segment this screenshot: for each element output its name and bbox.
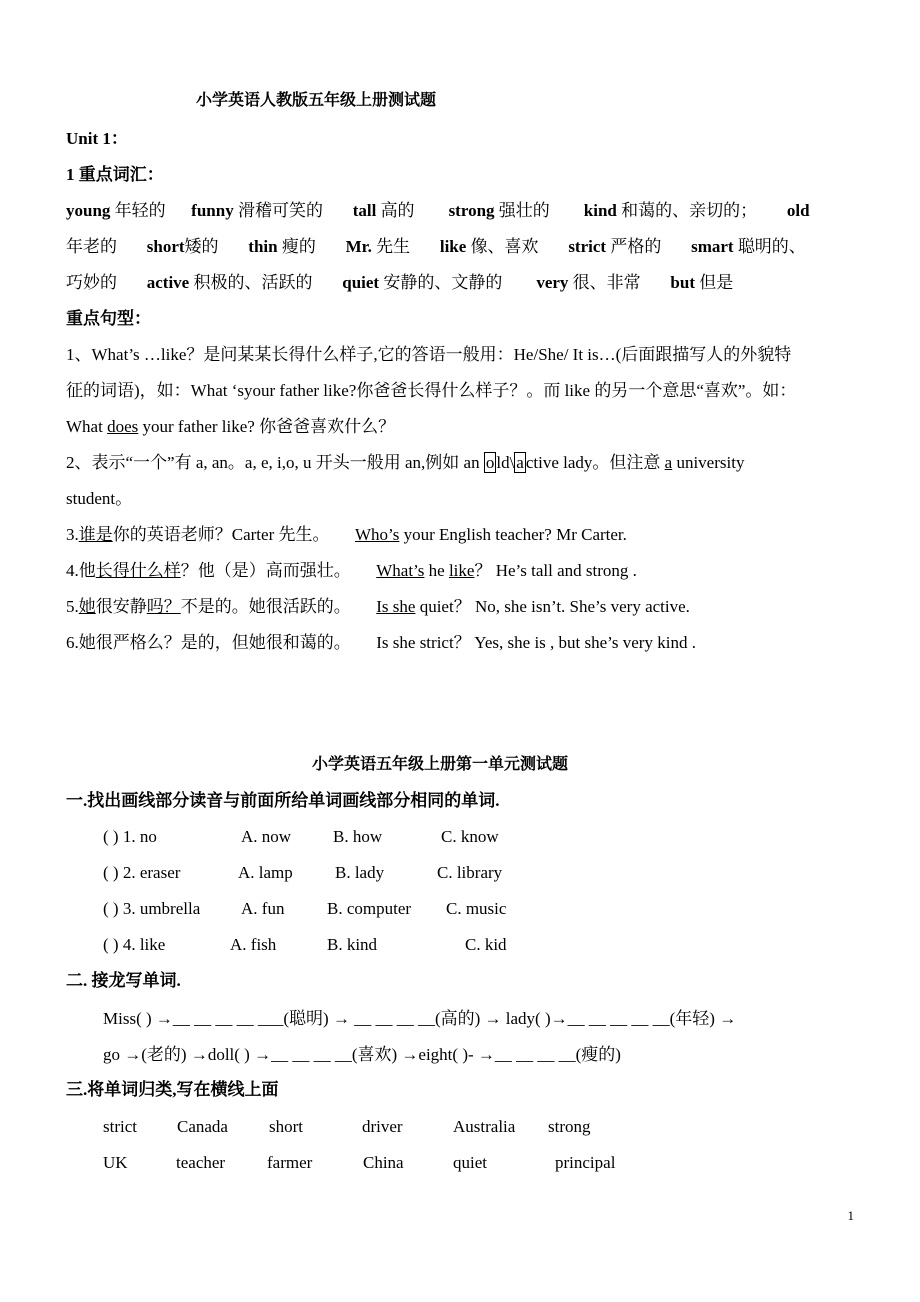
vocab-meaning: 很、非常 xyxy=(572,273,641,292)
page-title: 小学英语人教版五年级上册测试题 xyxy=(196,92,437,109)
vocab-meaning: 强壮的 xyxy=(498,201,550,220)
vocab-word: strict xyxy=(568,237,607,256)
page-number: 1 xyxy=(847,1208,854,1223)
sentence-1b: 征的词语)，如：What ‘syour father like?你爸爸长得什么样子？。而 like 的另一个意思“喜欢”。如： xyxy=(66,381,797,400)
word-item: quiet xyxy=(453,1153,487,1172)
sentence-1c: What does your father like? 你爸爸喜欢什么？ xyxy=(66,417,396,436)
word-item: UK xyxy=(103,1153,128,1172)
vocab-meaning: 和蔼的、亲切的； xyxy=(621,201,758,220)
sentence-1a: 1、What’s …like？是问某某长得什么样子,它的答语一般用：He/She/ It is…(后面跟描写人的外貌特 xyxy=(66,345,792,364)
question-4: ( ) 4. like A. fish B. kind C. kid xyxy=(103,935,507,954)
chain-line-1: Miss( ) →__ __ __ __ ___(聪明) → __ __ __ __(高的) → lady( )→__ __ __ __ __(年轻) → xyxy=(103,1009,737,1028)
word-item: principal xyxy=(555,1153,616,1172)
vocab-line-1 xyxy=(66,200,810,222)
sentence-6: 6.她很严格么？是的，但她很和蔼的。 Is she strict？ Yes, she is , but she’s very kind . xyxy=(66,633,696,652)
part-3-heading: 三.将单词归类,写在横线上面 xyxy=(66,1080,279,1099)
vocab-word: funny xyxy=(191,201,234,220)
vocab-word: old xyxy=(786,201,810,220)
part-1-heading: 一.找出画线部分读音与前面所给单词画线部分相同的单词. xyxy=(66,791,500,810)
vocab-word: smart xyxy=(691,237,734,256)
vocab-word: thin xyxy=(248,237,278,256)
vocab-meaning: 安静的、文静的 xyxy=(383,273,503,292)
vocab-meaning: 巧妙的 xyxy=(66,273,117,292)
vocab-word: active xyxy=(146,273,190,292)
vocab-line-2 xyxy=(66,236,806,258)
vocab-meaning: 聪明的、 xyxy=(737,237,806,256)
unit-heading: Unit 1： xyxy=(66,129,128,148)
vocab-meaning: 年轻的 xyxy=(114,201,166,220)
vocab-meaning: 像、喜欢 xyxy=(470,237,539,256)
vocab-word: short xyxy=(146,237,185,256)
vocab-meaning: 滑稽可笑的 xyxy=(237,201,323,220)
vocab-word: Mr. xyxy=(345,237,372,256)
question-2: ( ) 2. eraser A. lamp B. lady C. library xyxy=(103,863,503,882)
word-item: driver xyxy=(362,1117,403,1136)
vocab-heading: 1 重点词汇： xyxy=(66,165,164,184)
vocab-meaning: 但是 xyxy=(699,273,734,292)
sentence-heading: 重点句型： xyxy=(66,309,151,328)
word-item: teacher xyxy=(176,1153,226,1172)
sentence-2b: student。 xyxy=(66,489,133,508)
vocab-meaning: 矮的 xyxy=(184,237,219,256)
test-title: 小学英语五年级上册第一单元测试题 xyxy=(312,756,569,773)
sentence-4: 4.他长得什么样？他（是）高而强壮。 What’s he like？ He’s tall and strong . xyxy=(66,561,637,580)
vocab-word: but xyxy=(670,273,695,292)
question-3: ( ) 3. umbrella A. fun B. computer C. music xyxy=(103,899,507,918)
chain-line-2: go →(老的) →doll( ) →__ __ __ __(喜欢) →eight( )- →__ __ __ __(瘦的) xyxy=(103,1045,621,1064)
word-item: Canada xyxy=(177,1117,228,1136)
sentence-3: 3.谁是你的英语老师？Carter 先生。 Who’s your English teacher? Mr Carter. xyxy=(66,525,627,544)
vocab-meaning: 严格的 xyxy=(610,237,662,256)
word-row-2 xyxy=(103,1152,615,1174)
vocab-meaning: 积极的、活跃的 xyxy=(193,273,313,292)
word-item: strict xyxy=(103,1117,137,1136)
word-item: China xyxy=(363,1153,404,1172)
vocab-line-3 xyxy=(66,272,733,294)
word-item: strong xyxy=(548,1117,591,1136)
vocab-meaning: 年老的 xyxy=(66,237,117,256)
part-2-heading: 二. 接龙写单词. xyxy=(66,971,181,990)
word-item: farmer xyxy=(267,1153,313,1172)
word-item: short xyxy=(269,1117,303,1136)
vocab-meaning: 瘦的 xyxy=(281,237,316,256)
sentence-5: 5.她很安静吗？不是的。她很活跃的。 Is she quiet？ No, she isn’t. She’s very active. xyxy=(66,597,690,616)
sentence-2: 2、表示“一个”有 a, an。a, e, i,o, u 开头一般用 an,例如 an o ld\ a ctive lady。但注意 a university xyxy=(66,453,745,472)
word-item: Australia xyxy=(453,1117,516,1136)
vocab-word: kind xyxy=(583,201,617,220)
vocab-meaning: 先生 xyxy=(376,237,411,256)
vocab-word: like xyxy=(439,237,467,256)
vocab-word: very xyxy=(536,273,569,292)
vocab-meaning: 高的 xyxy=(380,201,415,220)
question-1: ( ) 1. no A. now B. how C. know xyxy=(103,827,499,846)
vocab-word: strong xyxy=(448,201,495,220)
vocab-word: tall xyxy=(352,201,377,220)
word-row-1 xyxy=(103,1116,591,1138)
vocab-word: young xyxy=(66,201,111,220)
vocab-word: quiet xyxy=(342,273,380,292)
